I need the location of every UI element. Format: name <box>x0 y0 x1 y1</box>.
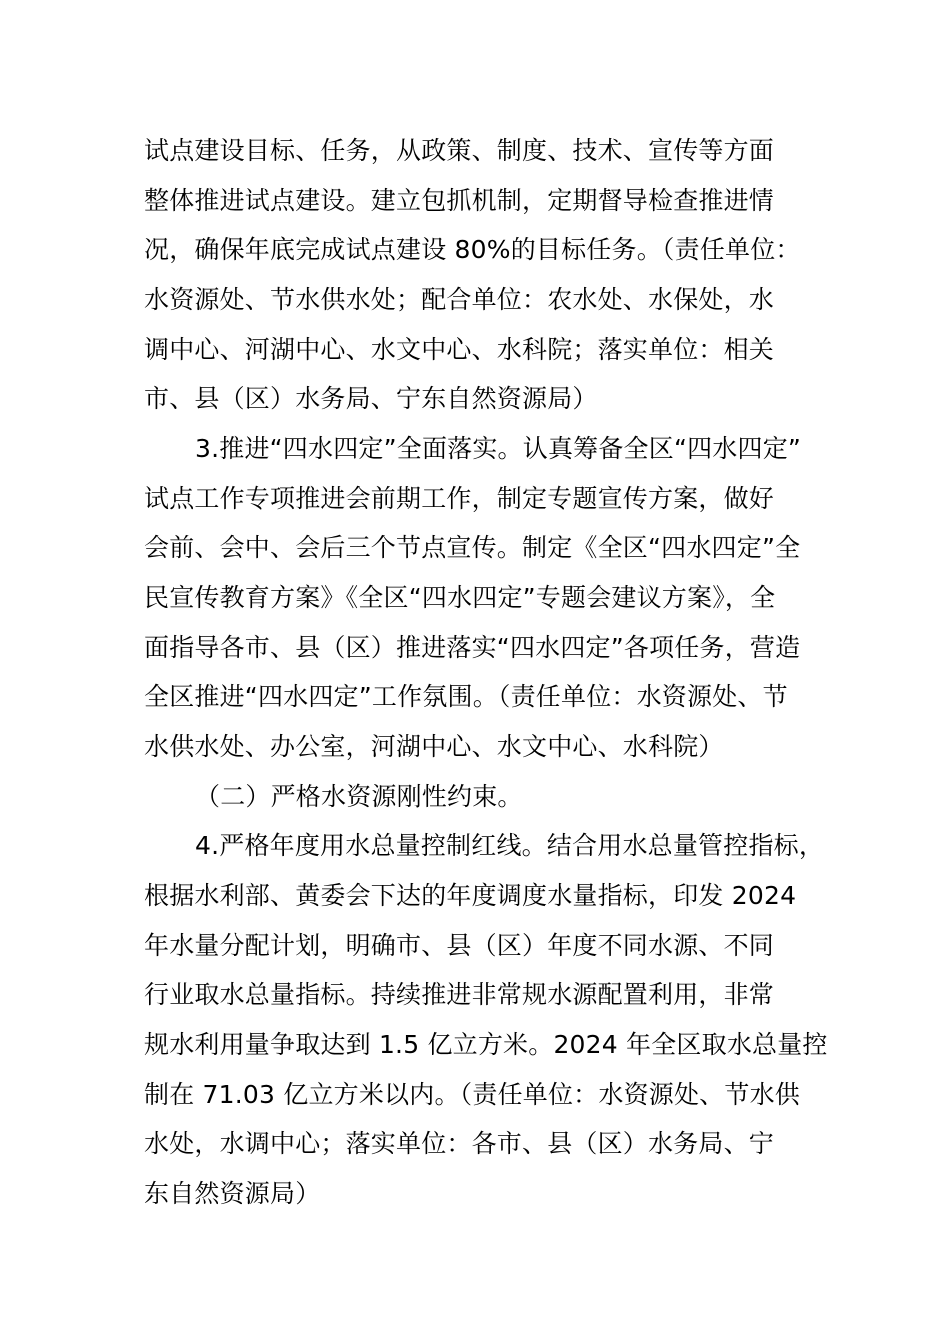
paragraph-line: 4.严格年度用水总量控制红线。结合用水总量管控指标， <box>195 831 825 860</box>
paragraph-line: 根据水利部、黄委会下达的年度调度水量指标，印发 2024 <box>144 881 797 910</box>
paragraph-line: 行业取水总量指标。持续推进非常规水源配置利用，非常 <box>144 980 775 1009</box>
section-heading: （二）严格水资源刚性约束。 <box>195 782 523 811</box>
paragraph-line: 全区推进“四水四定”工作氛围。（责任单位：水资源处、节 <box>144 682 788 711</box>
paragraph-line: 规水利用量争取达到 1.5 亿立方米。2024 年全区取水总量控 <box>144 1030 828 1059</box>
paragraph-line: 调中心、河湖中心、水文中心、水科院；落实单位：相关 <box>144 335 775 364</box>
paragraph-line: 制在 71.03 亿立方米以内。（责任单位：水资源处、节水供 <box>144 1080 800 1109</box>
paragraph-line: 会前、会中、会后三个节点宣传。制定《全区“四水四定”全 <box>144 533 801 562</box>
paragraph-line: 水处，水调中心；落实单位：各市、县（区）水务局、宁 <box>144 1129 775 1158</box>
paragraph-line: 水供水处、办公室，河湖中心、水文中心、水科院） <box>144 732 724 761</box>
paragraph-line: 东自然资源局） <box>144 1179 321 1208</box>
paragraph-line: 水资源处、节水供水处；配合单位：农水处、水保处，水 <box>144 285 775 314</box>
paragraph-line: 试点工作专项推进会前期工作，制定专题宣传方案，做好 <box>144 484 775 513</box>
paragraph-line: 整体推进试点建设。建立包抓机制，定期督导检查推进情 <box>144 186 775 215</box>
paragraph-line: 年水量分配计划，明确市、县（区）年度不同水源、不同 <box>144 931 775 960</box>
paragraph-line: 3.推进“四水四定”全面落实。认真筹备全区“四水四定” <box>195 434 802 463</box>
paragraph-line: 况，确保年底完成试点建设 80%的目标任务。（责任单位： <box>144 235 801 264</box>
paragraph-line: 民宣传教育方案》《全区“四水四定”专题会建议方案》，全 <box>144 583 776 612</box>
paragraph-line: 市、县（区）水务局、宁东自然资源局） <box>144 384 598 413</box>
paragraph-line: 面指导各市、县（区）推进落实“四水四定”各项任务，营造 <box>144 633 801 662</box>
paragraph-line: 试点建设目标、任务，从政策、制度、技术、宣传等方面 <box>144 136 775 165</box>
